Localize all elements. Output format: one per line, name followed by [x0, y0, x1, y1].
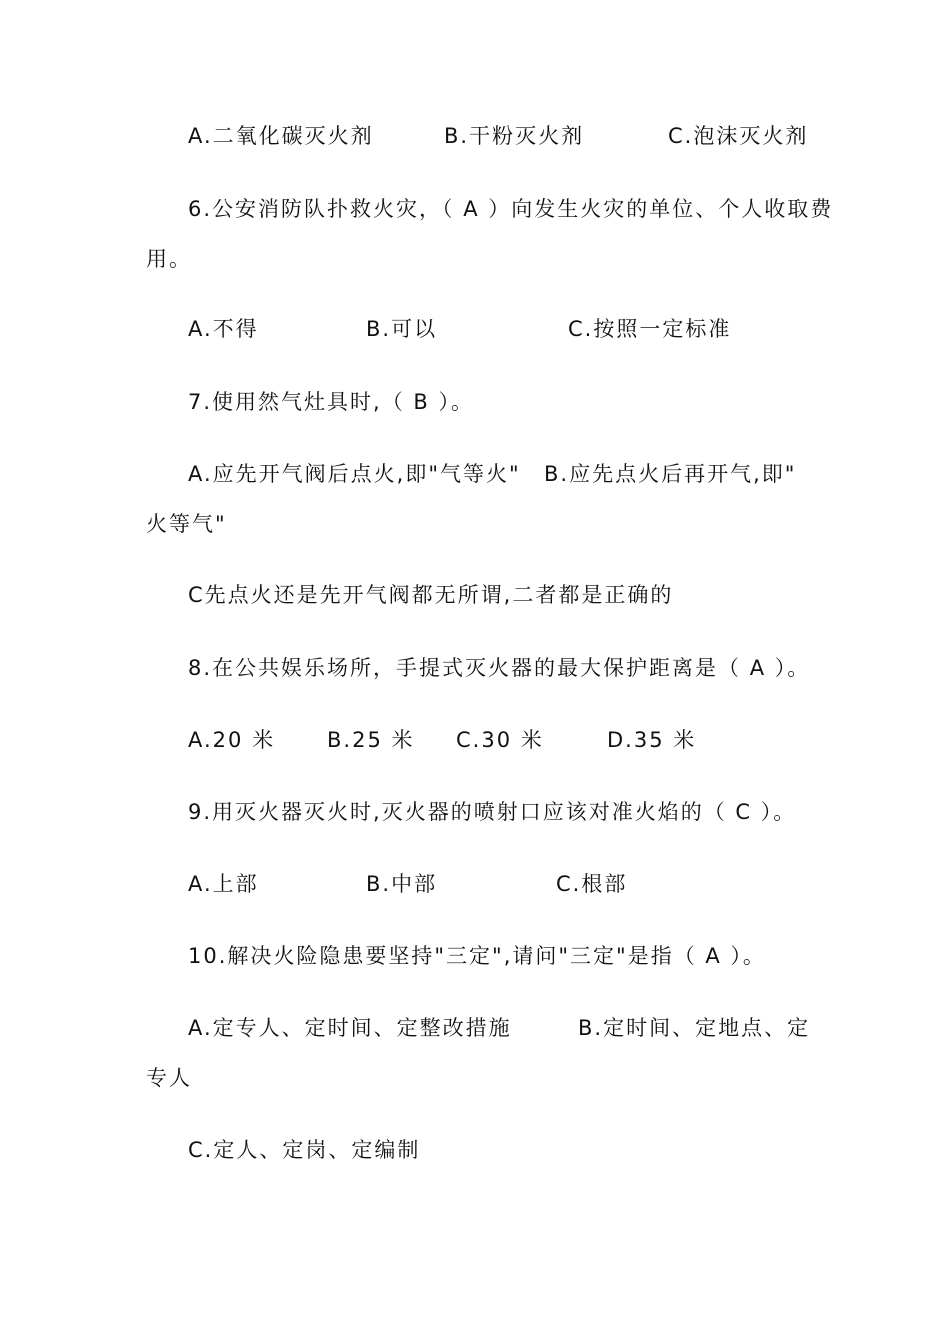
- q5-option-a: A.二氧化碳灭火剂: [188, 124, 374, 148]
- q5-option-b: B.干粉灭火剂: [444, 124, 585, 148]
- q5-option-c: C.泡沫灭火剂: [668, 124, 809, 148]
- q8-option-b: B.25 米: [327, 728, 415, 752]
- q7-option-a: A.应先开气阀后点火,即"气等火": [188, 462, 521, 486]
- q6-stem-line2: 用。: [146, 247, 192, 271]
- q8-stem: 8.在公共娱乐场所，手提式灭火器的最大保护距离是（ A ）。: [188, 656, 811, 680]
- q7-option-b-continuation: 火等气": [146, 512, 227, 536]
- q9-option-a: A.上部: [188, 872, 259, 896]
- q10-option-a: A.定专人、定时间、定整改措施: [188, 1016, 512, 1040]
- q7-option-b: B.应先点火后再开气,即": [544, 462, 797, 486]
- q8-option-a: A.20 米: [188, 728, 276, 752]
- q7-stem: 7.使用然气灶具时,（ B ）。: [188, 390, 474, 414]
- q9-option-b: B.中部: [366, 872, 438, 896]
- q10-option-b-continuation: 专人: [146, 1066, 192, 1090]
- q9-option-c: C.根部: [556, 872, 628, 896]
- q10-option-c: C.定人、定岗、定编制: [188, 1138, 421, 1162]
- q6-option-a: A.不得: [188, 317, 259, 341]
- q6-stem-line1: 6.公安消防队扑救火灾，（ A ）向发生火灾的单位、个人收取费: [188, 197, 834, 221]
- q9-stem: 9.用灭火器灭火时,灭火器的喷射口应该对准火焰的（ C ）。: [188, 800, 797, 824]
- q10-stem: 10.解决火险隐患要坚持"三定",请问"三定"是指（ A ）。: [188, 944, 766, 968]
- q8-option-d: D.35 米: [607, 728, 697, 752]
- q6-option-b: B.可以: [366, 317, 438, 341]
- q10-option-b: B.定时间、定地点、定: [578, 1016, 811, 1040]
- q7-option-c: C先点火还是先开气阀都无所谓,二者都是正确的: [188, 583, 674, 607]
- q6-option-c: C.按照一定标准: [568, 317, 732, 341]
- q8-option-c: C.30 米: [456, 728, 544, 752]
